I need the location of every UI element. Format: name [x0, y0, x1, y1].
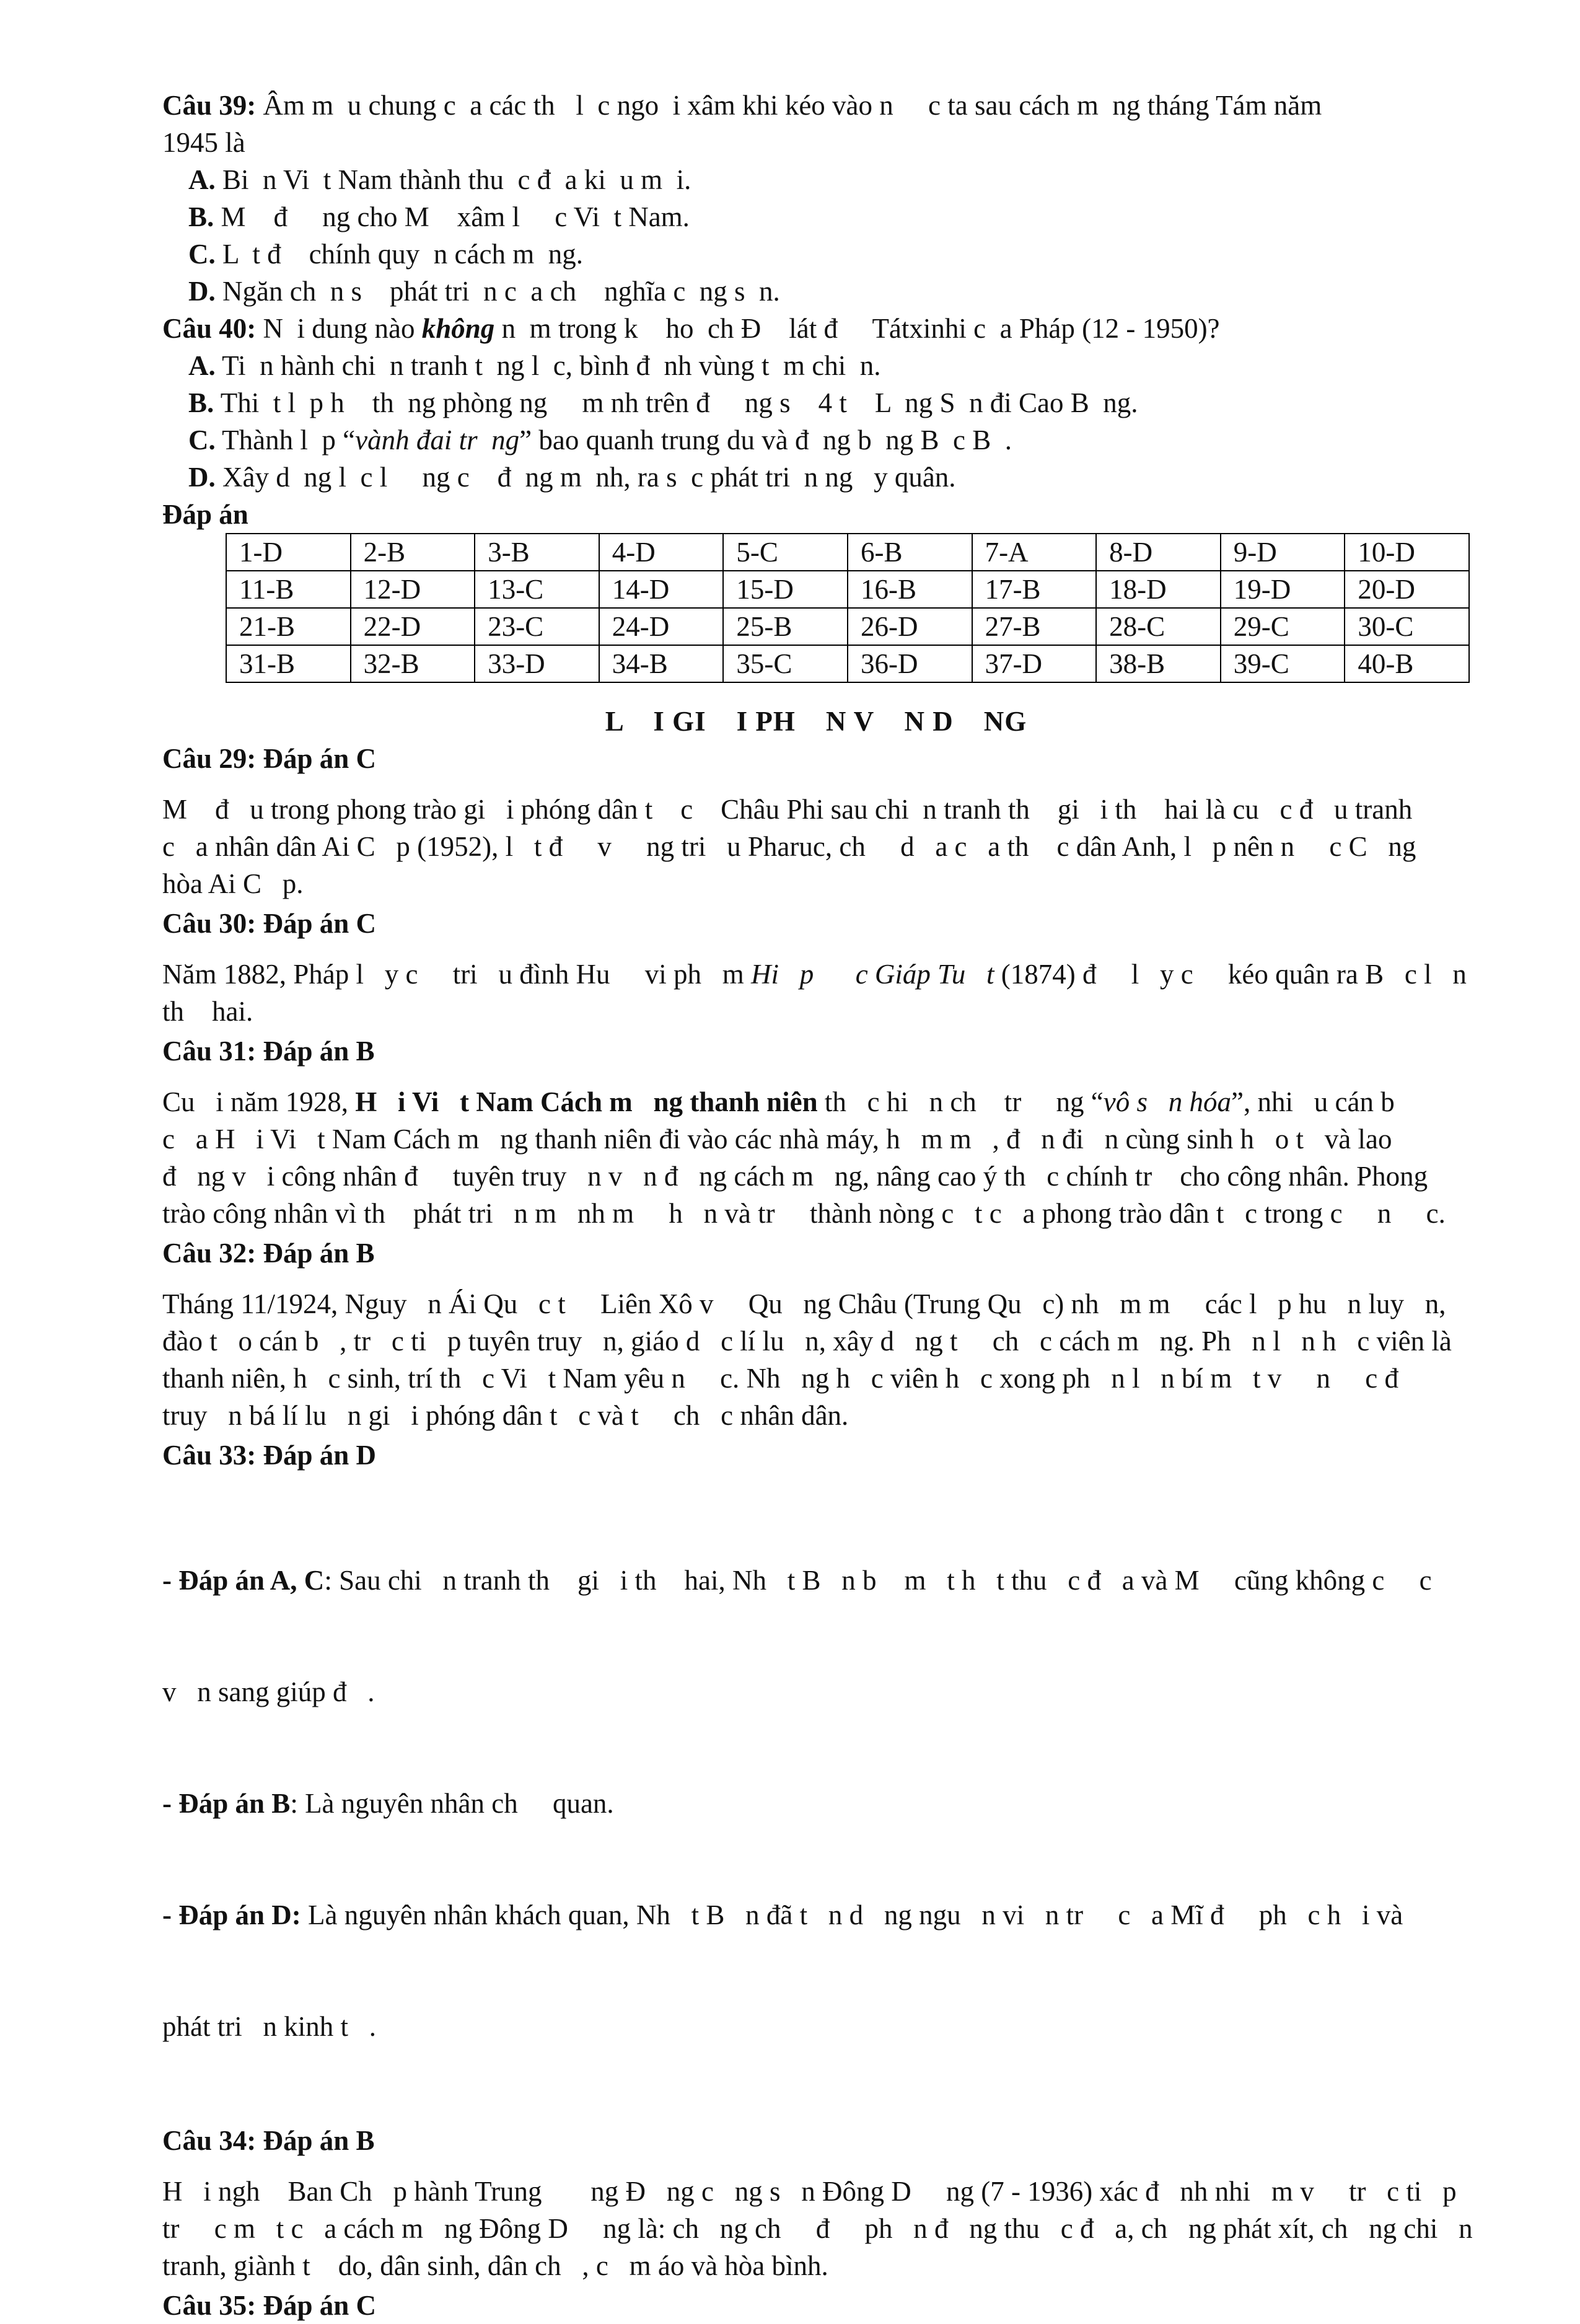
option-key: D.	[188, 276, 216, 307]
solution-30-heading: Câu 30: Đáp án C	[162, 908, 377, 939]
text-line	[162, 1896, 1470, 1934]
solution-35-heading: Câu 35: Đáp án C	[162, 2290, 377, 2321]
solution-29-heading: Câu 29: Đáp án C	[162, 743, 377, 774]
text-span: Cu i năm 1928,	[162, 1086, 356, 1117]
question-39-text-cont: 1945 là	[162, 127, 245, 158]
answer-cell: 8-D	[1096, 534, 1221, 571]
text-line	[162, 1673, 1470, 1710]
answer-cell: 28-C	[1096, 608, 1221, 645]
option-text: Bi n Vi t Nam thành thu c đ a ki u m i.	[215, 164, 691, 195]
solution-33-heading: Câu 33: Đáp án D	[162, 1440, 377, 1471]
question-text: N i dung nào	[256, 313, 422, 344]
answer-cell: 38-B	[1096, 645, 1221, 682]
option-text: M đ ng cho M xâm l c Vi t Nam.	[214, 201, 690, 232]
table-row	[226, 645, 1469, 682]
question-39	[162, 87, 1470, 124]
solution-33-body	[162, 1487, 1470, 2119]
option-text: Ngăn ch n s phát tri n c a ch nghĩa c ng s n.	[215, 276, 780, 307]
question-text: n m trong k ho ch Đ lát đ Tátxinhi c a Pháp (12 - 1950)?	[494, 313, 1220, 344]
text-span: (1874) đ l y c kéo quân ra B c l n	[994, 959, 1467, 990]
text-line: Tháng 11/1924, Nguy n Ái Qu c t Liên Xô v Qu ng Châu (Trung Qu c) nh m m các l p hu n luy n,	[162, 1288, 1446, 1319]
text-span: v n sang giúp đ .	[162, 1676, 375, 1707]
option-key: C.	[188, 425, 216, 456]
answer-cell: 35-C	[723, 645, 848, 682]
answer-key-label: - Đáp án A, C	[162, 1565, 325, 1596]
answer-cell: 5-C	[723, 534, 848, 571]
answer-key-label: - Đáp án D:	[162, 1899, 301, 1930]
text-line: tranh, giành t do, dân sinh, dân ch , c m áo và hòa bình.	[162, 2250, 828, 2281]
answer-cell: 18-D	[1096, 571, 1221, 608]
table-row	[226, 608, 1469, 645]
answer-cell: 31-B	[226, 645, 351, 682]
answer-cell: 39-C	[1221, 645, 1345, 682]
solution-31-body	[162, 1083, 1470, 1232]
answer-key-label: - Đáp án B	[162, 1788, 291, 1819]
answer-cell: 33-D	[475, 645, 599, 682]
document-page	[162, 87, 1473, 2324]
question-label: Câu 39:	[162, 90, 257, 121]
table-row	[226, 534, 1469, 571]
answer-cell: 20-D	[1345, 571, 1469, 608]
option-key: D.	[188, 462, 216, 493]
answer-cell: 40-B	[1345, 645, 1469, 682]
answer-cell: 37-D	[972, 645, 1097, 682]
solution-29-body	[162, 791, 1470, 902]
text-line: trào công nhân vì th phát tri n m nh m h n và tr thành nòng c t c a phong trào dân t c trong c n c.	[162, 1198, 1446, 1229]
text-line	[162, 1562, 1470, 1599]
organization-name: H i Vi t Nam Cách m ng thanh niên	[355, 1086, 818, 1117]
question-40	[162, 310, 1470, 347]
answer-cell: 30-C	[1345, 608, 1469, 645]
answer-cell: 1-D	[226, 534, 351, 571]
answer-cell: 26-D	[848, 608, 972, 645]
treaty-name: Hi p c Giáp Tu t	[750, 959, 994, 990]
answer-cell: 27-B	[972, 608, 1097, 645]
answer-cell: 21-B	[226, 608, 351, 645]
option-key: A.	[188, 350, 216, 381]
option-text: Xây d ng l c l ng c đ ng m nh, ra s c phát tri n ng y quân.	[215, 462, 956, 493]
text-line: tr c m t c a cách m ng Đông D ng là: ch ng ch đ ph n đ ng thu c đ a, ch ng phát xít, ch ng chi n	[162, 2213, 1473, 2244]
option-a	[162, 347, 1470, 384]
text-span: th c hi n ch tr ng “	[817, 1086, 1104, 1117]
solution-34-heading: Câu 34: Đáp án B	[162, 2125, 375, 2156]
answer-cell: 12-D	[351, 571, 475, 608]
answer-cell: 25-B	[723, 608, 848, 645]
text-line	[162, 1083, 1470, 1120]
option-a	[162, 161, 1470, 198]
answer-cell: 19-D	[1221, 571, 1345, 608]
text-line: H i ngh Ban Ch p hành Trung ng Đ ng c ng s n Đông D ng (7 - 1936) xác đ nh nhi m v tr c ti p	[162, 2176, 1457, 2207]
text-line: th hai.	[162, 996, 253, 1027]
answer-cell: 14-D	[599, 571, 724, 608]
answer-key-heading: Đáp án	[162, 499, 248, 530]
text-span: : Sau chi n tranh th gi i th hai, Nh t B n b m t h t thu c đ a và M cũng không c c	[324, 1565, 1432, 1596]
answer-cell: 15-D	[723, 571, 848, 608]
answer-cell: 32-B	[351, 645, 475, 682]
option-key: C.	[188, 239, 216, 270]
answer-cell: 7-A	[972, 534, 1097, 571]
option-text: L t đ chính quy n cách m ng.	[215, 239, 583, 270]
table-row	[226, 571, 1469, 608]
answer-cell: 13-C	[475, 571, 599, 608]
text-line: thanh niên, h c sinh, trí th c Vi t Nam yêu n c. Nh ng h c viên h c xong ph n l n bí m t v n c đ	[162, 1363, 1398, 1394]
answer-cell: 10-D	[1345, 534, 1469, 571]
text-span: ”, nhi u cán b	[1231, 1086, 1395, 1117]
answer-cell: 4-D	[599, 534, 724, 571]
text-line: đào t o cán b , tr c ti p tuyên truy n, giáo d c lí lu n, xây d ng t ch c cách m ng. Ph n l n h c viên là	[162, 1326, 1452, 1357]
option-c	[162, 235, 1470, 273]
solution-32-body	[162, 1285, 1470, 1434]
answer-cell: 23-C	[475, 608, 599, 645]
text-line: c a nhân dân Ai C p (1952), l t đ v ng tri u Pharuc, ch d a c a th c dân Anh, l p nên n c C ng	[162, 831, 1416, 862]
option-b	[162, 384, 1470, 421]
option-text: Thi t l p h th ng phòng ng m nh trên đ ng s 4 t L ng S n đi Cao B ng.	[214, 387, 1138, 418]
text-line: truy n bá lí lu n gi i phóng dân t c và t ch c nhân dân.	[162, 1400, 849, 1431]
option-key: B.	[188, 201, 214, 232]
option-key: A.	[188, 164, 216, 195]
text-span: phát tri n kinh t .	[162, 2011, 376, 2042]
text-span: Là nguyên nhân khách quan, Nh t B n đã t n d ng ngu n vi n tr c a Mĩ đ ph c h i và	[301, 1899, 1403, 1930]
answer-cell: 6-B	[848, 534, 972, 571]
solution-30-body	[162, 956, 1470, 1030]
answer-cell: 11-B	[226, 571, 351, 608]
text-line: hòa Ai C p.	[162, 868, 304, 899]
option-text: ” bao quanh trung du và đ ng b ng B c B .	[519, 425, 1012, 456]
option-text: Ti n hành chi n tranh t ng l c, bình đ nh vùng t m chi n.	[215, 350, 881, 381]
solution-32-heading: Câu 32: Đáp án B	[162, 1238, 375, 1269]
answer-cell: 22-D	[351, 608, 475, 645]
text-line	[162, 1785, 1470, 1822]
answer-cell: 3-B	[475, 534, 599, 571]
answer-cell: 9-D	[1221, 534, 1345, 571]
option-b	[162, 198, 1470, 235]
policy-name: vô s n hóa	[1103, 1086, 1232, 1117]
text-line	[162, 2008, 1470, 2045]
answer-cell: 17-B	[972, 571, 1097, 608]
solution-31-heading: Câu 31: Đáp án B	[162, 1036, 375, 1067]
option-text: Thành l p “	[215, 425, 356, 456]
text-line	[162, 956, 1470, 993]
text-span: Năm 1882, Pháp l y c tri u đình Hu vi ph m	[162, 959, 751, 990]
question-emphasis: không	[421, 313, 495, 344]
text-line: c a H i Vi t Nam Cách m ng thanh niên đi vào các nhà máy, h m m , đ n đi n cùng sinh h o t và lao	[162, 1124, 1392, 1155]
solution-34-body	[162, 2173, 1473, 2284]
option-key: B.	[188, 387, 214, 418]
answer-cell: 29-C	[1221, 608, 1345, 645]
answer-key-table	[226, 533, 1470, 683]
text-span: : Là nguyên nhân ch quan.	[290, 1788, 614, 1819]
answer-cell: 36-D	[848, 645, 972, 682]
solutions-title: L I GI I PH N V N D NG	[605, 706, 1027, 737]
option-c	[162, 421, 1470, 459]
answer-cell: 24-D	[599, 608, 724, 645]
answer-cell: 2-B	[351, 534, 475, 571]
option-emphasis: vành đai tr ng	[355, 425, 520, 456]
question-text: Âm m u chung c a các th l c ngo i xâm khi kéo vào n c ta sau cách m ng tháng Tám năm	[256, 90, 1322, 121]
option-d	[162, 273, 1470, 310]
option-d	[162, 459, 1470, 496]
text-line: M đ u trong phong trào gi i phóng dân t c Châu Phi sau chi n tranh th gi i th hai là cu c đ u tranh	[162, 794, 1413, 825]
answer-cell: 34-B	[599, 645, 724, 682]
question-label: Câu 40:	[162, 313, 257, 344]
answer-cell: 16-B	[848, 571, 972, 608]
text-line: đ ng v i công nhân đ tuyên truy n v n đ ng cách m ng, nâng cao ý th c chính tr cho công nhân. Phong	[162, 1161, 1428, 1192]
